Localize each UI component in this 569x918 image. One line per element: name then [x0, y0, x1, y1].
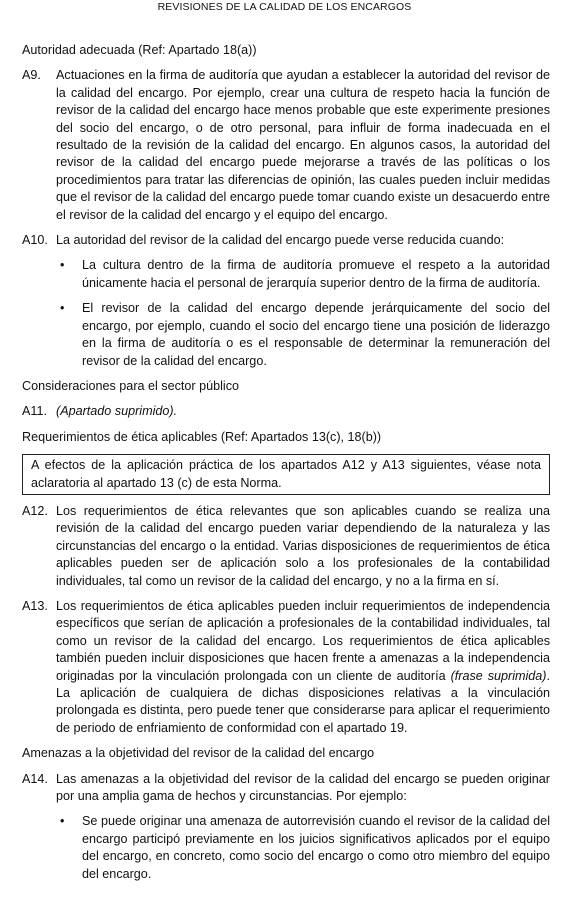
paragraph-number: A11.: [22, 404, 47, 419]
list-item-text: La cultura dentro de la firma de auditoría promueve el respeto a la autoridad únicamente hacia el personal de jerarquía superior dentro de la firma de auditoría.: [82, 258, 550, 290]
list-item: [56, 257, 550, 292]
paragraph-a12: [22, 503, 550, 590]
text-run: Los requerimientos de ética aplicables pueden incluir requerimientos de independencia específicos que serían de aplicación a profesionales de la contabilidad individuales, tal como un revisor de la calidad del encargo. Los requerimientos de ética aplicables también pueden incluir disposiciones que hacen frente a amenazas a la independencia originadas por la vinculación prolongada con un cliente de auditoría: [56, 598, 550, 683]
bullet-icon: •: [60, 814, 65, 829]
list-item: [56, 300, 550, 370]
paragraph-text: Actuaciones en la firma de auditoría que ayudan a establecer la autoridad del revisor de la calidad del encargo. Por ejemplo, crear una cultura de respeto hacia la función de revisor de la calidad del encargo hace menos probable que este experimente presiones del socio del encargo, o de otro personal, para influir de forma inadecuada en el resultado de la revisión de la calidad del encargo. En algunos casos, la autoridad del revisor de la calidad del encargo puede mejorarse a través de las políticas o los procedimientos para tratar las diferencias de opinión, las cuales pueden incluir medidas que el revisor de la calidad del encargo puede tomar cuando existe un desacuerdo entre el revisor de la calidad del encargo y el equipo del encargo.: [56, 68, 550, 222]
document-body: [22, 42, 550, 891]
paragraph-text: (Apartado suprimido).: [56, 404, 178, 419]
paragraph-a14: [22, 771, 550, 806]
paragraph-a9: [22, 67, 550, 224]
list-item-text: Se puede originar una amenaza de autorrevisión cuando el revisor de la calidad del encargo participó previamente en los juicios significativos aplicados por el equipo del encargo, en concreto, como socio del encargo o como otro miembro del equipo del encargo.: [82, 814, 550, 881]
italic-text-run: (frase suprimida): [450, 668, 547, 683]
bullet-icon: •: [60, 258, 65, 273]
list-item-text: El revisor de la calidad del encargo depende jerárquicamente del socio del encargo, por ejemplo, cuando el socio del encargo tiene una posición de liderazgo en la firma de auditoría o es el responsable de determinar la remuneración del revisor de la calidad del encargo.: [82, 301, 550, 368]
paragraph-a13: [22, 598, 550, 737]
paragraph-text: [56, 598, 550, 737]
page-header: REVISIONES DE LA CALIDAD DE LOS ENCARGOS: [157, 1, 412, 13]
list-item: [56, 813, 550, 883]
section-heading-sector-publico: Consideraciones para el sector público: [22, 378, 240, 393]
section-heading-amenazas: Amenazas a la objetividad del revisor de la calidad del encargo: [22, 746, 375, 761]
note-box: A efectos de la aplicación práctica de los apartados A12 y A13 siguientes, véase nota aclaratoria al apartado 13 (c) de esta Norma.: [22, 454, 550, 495]
paragraph-a11: [22, 403, 550, 420]
paragraph-text: Las amenazas a la objetividad del revisor de la calidad del encargo se pueden originar por una amplia gama de hechos y circunstancias. Por ejemplo:: [56, 771, 550, 804]
paragraph-number: A9.: [22, 68, 41, 83]
paragraph-text: La autoridad del revisor de la calidad del encargo puede verse reducida cuando:: [56, 233, 505, 248]
bullet-icon: •: [60, 301, 65, 316]
section-heading-autoridad: Autoridad adecuada (Ref: Apartado 18(a)): [22, 43, 257, 57]
section-heading-etica: Requerimientos de ética aplicables (Ref: Apartados 13(c), 18(b)): [22, 429, 382, 444]
text-run: . La aplicación de cualquiera de dichas disposiciones relativas a la vinculación prolongada es distinta, pero puede tener que considerarse para aplicar el requerimiento de periodo de enfriamiento de conformidad con el apartado 19.: [56, 668, 550, 735]
paragraph-number: A14.: [22, 771, 48, 786]
paragraph-number: A12.: [22, 503, 48, 518]
paragraph-number: A13.: [22, 598, 48, 613]
paragraph-a10: [22, 232, 550, 249]
paragraph-text: Los requerimientos de ética relevantes que son aplicables cuando se realiza una revisión de la calidad del encargo pueden variar dependiendo de la naturaleza y las circunstancias del encargo o la entidad. Varias disposiciones de requerimientos de ética aplicables pueden ser de aplicación solo a los profesionales de la contabilidad individuales, tal como un revisor de la calidad del encargo, y no a la firma en sí.: [56, 503, 550, 588]
paragraph-number: A10.: [22, 233, 48, 248]
